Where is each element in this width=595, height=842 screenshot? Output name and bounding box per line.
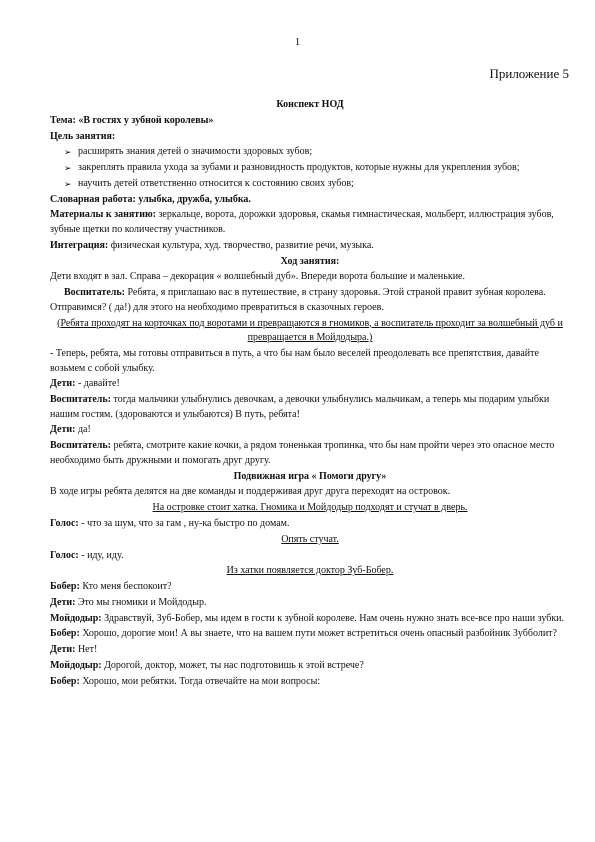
paragraph: Дети входят в зал. Справа – декорация « волшебный дуб». Впереди ворота большие и маленькие. <box>50 271 465 283</box>
paragraph: Голос: - иду, иду. <box>50 549 124 561</box>
goal-item: ➢ расширять знания детей о значимости здоровых зубов; <box>66 145 570 160</box>
integration-line: Интеграция: физическая культура, худ. творчество, развитие речи, музыка. <box>50 239 374 251</box>
appendix-label: Приложение 5 <box>489 66 569 81</box>
stage-direction: На островке стоит хатка. Гномика и Мойдодыр подходят и стучат в дверь. <box>152 502 468 514</box>
paragraph: Бобер: Кто меня беспокоит? <box>50 581 172 593</box>
stage-direction: (Ребята проходят на корточках под воротами и превращаются в гномиков, а воспитатель проходит за волшебный дуб и превращается в Мойдодыра.) <box>57 317 563 344</box>
stage-direction: Опять стучат. <box>281 533 339 545</box>
progress-heading: Ход занятия: <box>280 255 340 267</box>
page-number: 1 <box>294 36 301 48</box>
paragraph: Бобер: Хорошо, дорогие мои! А вы знаете, что на вашем пути может встретиться очень опасный разбойник Зубболит? <box>50 628 557 640</box>
arrow-bullet-icon: ➢ <box>64 163 72 174</box>
goal-list <box>50 145 570 191</box>
document-title: Конспект НОД <box>276 99 344 110</box>
vocab-line: Словарная работа: улыбка, дружба, улыбка. <box>50 193 251 205</box>
stage-direction: Из хатки появляется доктор Зуб-Бобер. <box>226 565 394 577</box>
paragraph: Голос: - что за шум, что за гам , ну-ка быстро по домам. <box>50 517 290 529</box>
paragraph: Воспитатель: тогда мальчики улыбнулись девочкам, а девочки улыбнулись мальчикам, а теперь мы подарим улыбки нашим гостям. (здороваются и улыбаются) В путь, ребята! <box>50 394 550 420</box>
paragraph: Дети: - давайте! <box>50 378 120 390</box>
paragraph: Дети: да! <box>50 424 91 436</box>
arrow-bullet-icon: ➢ <box>64 178 72 189</box>
arrow-bullet-icon: ➢ <box>64 147 72 158</box>
paragraph: Мойдодыр: Здравствуй, Зуб-Бобер, мы идем в гости к зубной королеве. Нам очень нужно знать все-все про наши зубки. <box>50 612 565 624</box>
materials-line: Материалы к занятию: зеркальце, ворота, дорожки здоровья, скамья гимнастическая, мольберт, иллюстрация зубов, зубные щетки по количеству участников. <box>50 209 554 236</box>
goal-heading: Цель занятия: <box>50 130 116 142</box>
goal-item: ➢ научить детей ответственно относится к состоянию своих зубов; <box>66 177 570 192</box>
paragraph: Воспитатель: ребята, смотрите какие кочки, а рядом тоненькая тропинка, что бы нам пройти через это опасное место необходимо быть дружными и помогать друг другу. <box>50 440 555 466</box>
paragraph: - Теперь, ребята, мы готовы отправиться в путь, а что бы нам было веселей преодолевать все препятствия, давайте возьмем с собой улыбку. <box>50 347 539 374</box>
theme-line: Тема: «В гостях у зубной королевы» <box>50 114 214 126</box>
paragraph: Бобер: Хорошо, мои ребятки. Тогда отвечайте на мои вопросы: <box>50 675 321 687</box>
document-body <box>50 98 570 691</box>
goal-item: ➢ закреплять правила ухода за зубами и разновидность продуктов, которые нужны для укрепления зубов; <box>66 161 570 176</box>
game-heading: Подвижная игра « Помоги другу» <box>233 470 387 482</box>
paragraph: Мойдодыр: Дорогой, доктор, может, ты нас подготовишь к этой встрече? <box>50 660 364 671</box>
paragraph: Воспитатель: Ребята, я приглашаю вас в путешествие, в страну здоровья. Этой страной правит зубная королева. Отправимся? ( да!) для этого на необходимо превратиться в сказочных героев. <box>50 287 546 313</box>
paragraph: В ходе игры ребята делятся на две команды и поддерживая друг друга переходят на островок. <box>50 486 451 498</box>
paragraph: Дети: Это мы гномики и Мойдодыр. <box>50 596 207 608</box>
paragraph: Дети: Нет! <box>50 644 98 656</box>
